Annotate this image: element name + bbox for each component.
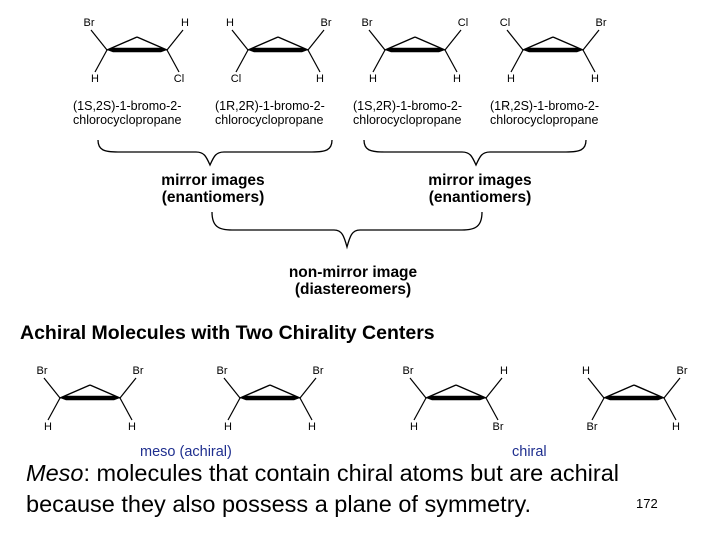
label-diastereomers-line1: non-mirror image: [288, 264, 418, 281]
substituent-bond: [664, 398, 676, 420]
substituent-bond: [486, 378, 502, 398]
label-enantiomers-right: [405, 172, 555, 206]
substituent-bond: [445, 50, 457, 72]
atom-bottom-right: H: [672, 421, 680, 433]
label-enantiomers-left-line1: mirror images: [161, 172, 265, 189]
atom-bottom-right: Br: [492, 421, 504, 433]
atom-top-left: Br: [36, 365, 48, 377]
substituent-bond: [410, 378, 426, 398]
front-bond: [523, 48, 583, 53]
label-enantiomers-left-line2: (enantiomers): [161, 189, 265, 206]
label-enantiomers-left: [138, 172, 288, 206]
front-bond: [604, 396, 664, 401]
bottom-molecule-2: [217, 365, 324, 433]
caption-meso: meso (achiral): [140, 444, 232, 460]
substituent-bond: [236, 50, 248, 72]
molecule-name-1: [73, 99, 181, 127]
atom-bottom-left: Cl: [230, 73, 242, 85]
front-bond: [107, 48, 167, 53]
top-molecule-2: [226, 17, 332, 85]
brace-left-pair: [98, 140, 332, 165]
molecule-name-1-line2: chlorocyclopropane: [73, 113, 182, 127]
substituent-bond: [414, 398, 426, 420]
substituent-bond: [228, 398, 240, 420]
atom-bottom-left: H: [224, 421, 232, 433]
substituent-bond: [95, 50, 107, 72]
label-enantiomers-right-line2: (enantiomers): [428, 189, 532, 206]
substituent-bond: [486, 398, 498, 420]
atom-bottom-right: H: [453, 73, 461, 85]
atom-top-left: H: [226, 17, 234, 29]
substituent-bond: [44, 378, 60, 398]
molecule-name-3-line2: chlorocyclopropane: [353, 113, 462, 127]
section-title: Achiral Molecules with Two Chirality Centers: [20, 322, 435, 344]
atom-bottom-right: H: [591, 73, 599, 85]
atom-bottom-left: Br: [586, 421, 598, 433]
front-bond: [248, 48, 308, 53]
atom-top-left: Br: [402, 365, 414, 377]
atom-bottom-right: H: [308, 421, 316, 433]
molecule-name-4-line2: chlorocyclopropane: [490, 113, 599, 127]
top-molecules: [84, 17, 607, 85]
substituent-bond: [583, 50, 595, 72]
molecule-name-4: [490, 99, 599, 127]
front-bond: [240, 396, 300, 401]
molecule-name-2-line2: chlorocyclopropane: [215, 113, 324, 127]
atom-bottom-right: Cl: [173, 73, 185, 85]
atom-top-right: Br: [132, 365, 144, 377]
atom-top-left: H: [582, 365, 590, 377]
substituent-bond: [583, 30, 599, 50]
atom-top-right: Br: [320, 17, 332, 29]
substituent-bond: [308, 30, 324, 50]
label-diastereomers: [268, 264, 438, 298]
atom-top-right: Br: [676, 365, 688, 377]
atom-top-right: Br: [312, 365, 324, 377]
substituent-bond: [369, 30, 385, 50]
atom-bottom-left: H: [91, 73, 99, 85]
atom-bottom-right: H: [316, 73, 324, 85]
substituent-bond: [48, 398, 60, 420]
atom-top-left: Br: [361, 17, 373, 29]
atom-bottom-left: H: [507, 73, 515, 85]
top-molecule-1: [84, 17, 190, 85]
front-bond: [60, 396, 120, 401]
front-bond: [426, 396, 486, 401]
substituent-bond: [224, 378, 240, 398]
bottom-molecule-4: [582, 365, 688, 433]
bottom-molecule-1: [37, 365, 144, 433]
label-enantiomers-right-line1: mirror images: [428, 172, 532, 189]
caption-chiral: chiral: [512, 444, 547, 460]
atom-top-left: Cl: [499, 17, 511, 29]
label-diastereomers-line2: (diastereomers): [294, 281, 412, 298]
substituent-bond: [445, 30, 461, 50]
meso-term: Meso: [26, 460, 84, 486]
atom-top-left: Br: [216, 365, 228, 377]
molecule-name-4-line1: (1R,2S)-1-bromo-2-: [490, 99, 600, 113]
brace-right-pair: [364, 140, 586, 165]
meso-definition-text: : molecules that contain chiral atoms but are achiral because they also possess a plane of symmetry.: [26, 460, 620, 517]
atom-bottom-right: H: [128, 421, 136, 433]
substituent-bond: [120, 378, 136, 398]
substituent-bond: [300, 378, 316, 398]
substituent-bond: [120, 398, 132, 420]
substituent-bond: [373, 50, 385, 72]
substituent-bond: [664, 378, 680, 398]
substituent-bond: [232, 30, 248, 50]
meso-definition: [26, 458, 666, 520]
substituent-bond: [300, 398, 312, 420]
atom-top-right: Br: [595, 17, 607, 29]
molecule-name-3: [353, 99, 462, 127]
atom-bottom-left: H: [369, 73, 377, 85]
substituent-bond: [308, 50, 320, 72]
atom-top-left: Br: [83, 17, 95, 29]
front-bond: [385, 48, 445, 53]
atom-top-right: H: [181, 17, 189, 29]
slide-number: 172: [636, 496, 658, 511]
substituent-bond: [588, 378, 604, 398]
atom-top-right: H: [500, 365, 508, 377]
molecule-name-1-line1: (1S,2S)-1-bromo-2-: [73, 99, 182, 113]
substituent-bond: [167, 50, 179, 72]
substituent-bond: [592, 398, 604, 420]
substituent-bond: [511, 50, 523, 72]
molecule-name-3-line1: (1S,2R)-1-bromo-2-: [353, 99, 463, 113]
substituent-bond: [507, 30, 523, 50]
atom-bottom-left: H: [44, 421, 52, 433]
molecule-name-2-line1: (1R,2R)-1-bromo-2-: [215, 99, 325, 113]
substituent-bond: [91, 30, 107, 50]
top-molecule-4: [500, 17, 607, 85]
bottom-molecule-3: [403, 365, 509, 433]
atom-top-right: Cl: [457, 17, 469, 29]
atom-bottom-left: H: [410, 421, 418, 433]
brace-diastereomers: [212, 212, 482, 247]
top-molecule-3: [362, 17, 469, 85]
bottom-molecules: [37, 365, 688, 433]
substituent-bond: [167, 30, 183, 50]
molecule-name-2: [215, 99, 325, 127]
